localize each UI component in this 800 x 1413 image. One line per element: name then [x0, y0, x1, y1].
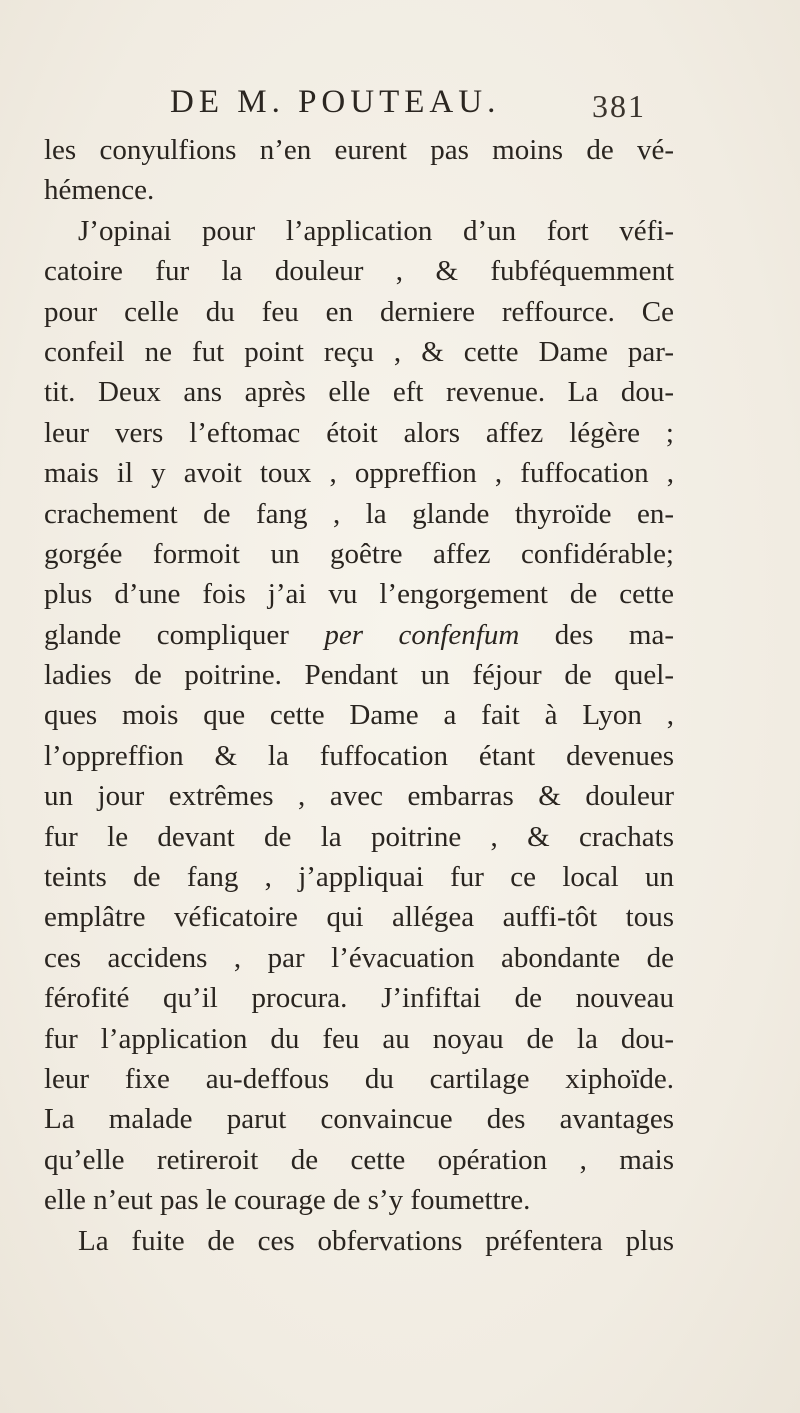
running-title: DE M. POUTEAU. — [170, 84, 501, 120]
text-line: ces accidens , par l’évacuation abondante de — [44, 941, 674, 974]
text-line: elle n’eut pas le courage de s’y foumettre. — [44, 1184, 531, 1217]
text-line: ladies de poitrine. Pendant un féjour de quel- — [44, 659, 674, 692]
text-line-with-italic — [44, 615, 674, 655]
text-line: teints de fang , j’appliquai fur ce local un — [44, 861, 674, 894]
text-line: emplâtre véficatoire qui allégea auffi-tôt tous — [44, 901, 674, 934]
text-line: gorgée formoit un goêtre affez confidérable; — [44, 537, 674, 570]
text-line: l’oppreffion & la fuffocation étant devenues — [44, 739, 674, 772]
text-line: leur vers l’eftomac étoit alors affez légère ; — [44, 416, 674, 449]
text-line: ques mois que cette Dame a fait à Lyon , — [44, 699, 674, 732]
text-line: mais il y avoit toux , oppreffion , fuffocation , — [44, 457, 674, 490]
text-line: La fuite de ces obfervations préfentera plus — [78, 1224, 674, 1257]
text-segment: des ma- — [554, 618, 675, 651]
text-line: La malade parut convaincue des avantages — [44, 1103, 674, 1136]
text-line: férofité qu’il procura. J’infiftai de nouveau — [44, 982, 674, 1015]
text-line: J’opinai pour l’application d’un fort véfi- — [78, 214, 674, 247]
text-line: qu’elle retireroit de cette opération , mais — [44, 1143, 674, 1176]
page-number: 381 — [592, 88, 646, 124]
text-line: crachement de fang , la glande thyroïde en- — [44, 497, 674, 530]
text-line: hémence. — [44, 174, 155, 207]
text-line: leur fixe au-deffous du cartilage xiphoïde. — [44, 1062, 674, 1095]
text-line: pour celle du feu en derniere reffource. Ce — [44, 295, 674, 328]
text-line: les conyulfions n’en eurent pas moins de vé- — [44, 134, 674, 166]
text-line: tit. Deux ans après elle eft revenue. La dou- — [44, 376, 674, 409]
body-text — [44, 130, 674, 1261]
text-line: catoire fur la douleur , & fubféquemment — [44, 255, 674, 288]
text-line: fur l’application du feu au noyau de la dou- — [44, 1022, 674, 1055]
text-line: confeil ne fut point reçu , & cette Dame par- — [44, 335, 674, 368]
page-header — [0, 84, 800, 124]
text-segment: glande compliquer — [44, 618, 289, 651]
text-line: un jour extrêmes , avec embarras & douleur — [44, 780, 674, 813]
text-line: fur le devant de la poitrine , & crachats — [44, 820, 674, 853]
text-line: plus d’une fois j’ai vu l’engorgement de cette — [44, 578, 674, 611]
italic-phrase: per confenfum — [324, 618, 520, 651]
